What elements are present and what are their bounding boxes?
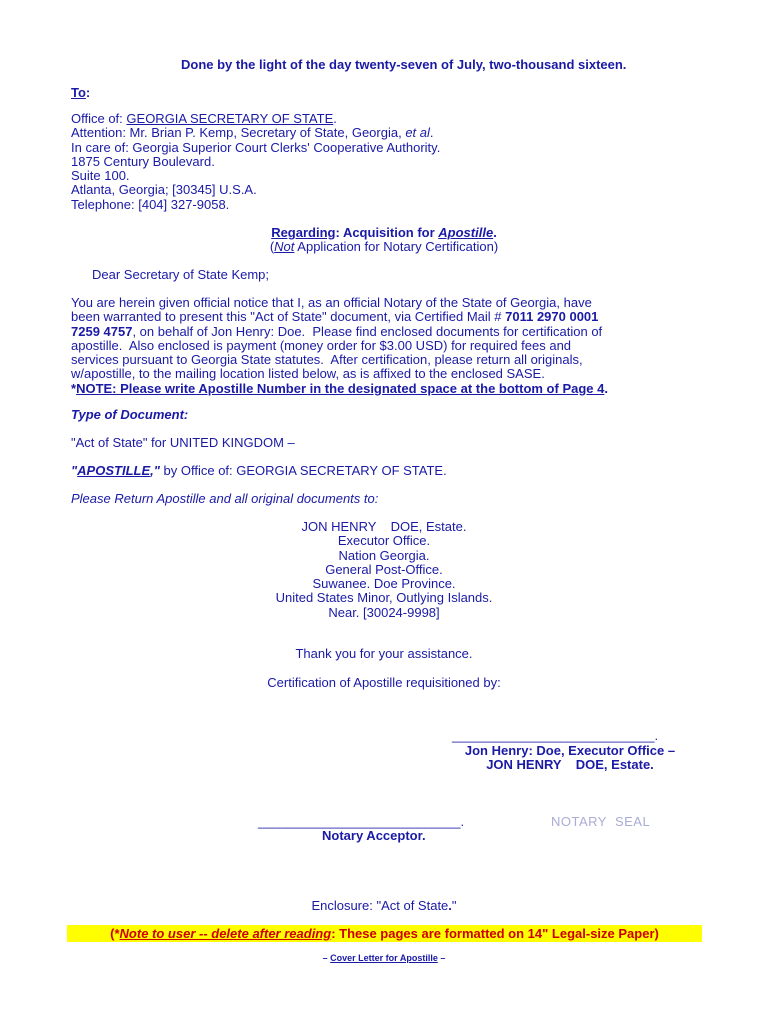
signature-line: ____________________________.: [452, 728, 659, 743]
apostille-line: [71, 463, 447, 478]
page-footer: [0, 953, 768, 963]
certified-mail-number-cont: 7259 4757: [71, 323, 133, 339]
note-star: *: [71, 380, 77, 396]
dateline: Done by the light of the day twenty-seven of July, two-thousand sixteen.: [181, 57, 627, 72]
body-line: [71, 325, 608, 339]
return-address: [0, 520, 768, 620]
requisition-line: Certification of Apostille requisitioned by:: [267, 675, 501, 690]
recipient-address: [71, 112, 440, 212]
body-line: w/apostille, to the mailing location listed below, as is affixed to the enclosed SASE.: [71, 366, 545, 382]
footer-dash: –: [322, 953, 331, 963]
care-of-line: In care of: Georgia Superior Court Clerks' Cooperative Authority.: [71, 139, 441, 155]
attention-prefix: Attention: Mr. Brian P. Kemp, Secretary of State, Georgia,: [71, 125, 406, 141]
regarding-middle: : Acquisition for: [335, 225, 439, 240]
notary-signature-line: ____________________________.: [258, 814, 465, 829]
apostille-word: APOSTILLE: [77, 463, 151, 478]
apostille-number-note: [71, 382, 608, 396]
regarding-label: Regarding: [271, 225, 336, 240]
user-note-open: (*: [110, 926, 120, 941]
office-name: GEORGIA SECRETARY OF STATE: [126, 111, 334, 126]
apostille-quote-close: ,": [150, 463, 160, 478]
body-line: services pursuant to Georgia State statutes. After certification, please return all originals,: [71, 352, 583, 368]
apostille-quote-open: ": [71, 463, 78, 478]
signatory-estate: JON HENRY DOE, Estate.: [486, 757, 654, 773]
office-suffix: .: [333, 111, 337, 126]
enclosure-quote: ": [451, 898, 457, 913]
not-paren: (: [269, 239, 275, 255]
enclosure-text: Enclosure: "Act of State: [311, 898, 449, 913]
body-line: apostille. Also enclosed is payment (money order for $3.00 USD) for required fees and: [71, 337, 572, 353]
attention-etal: et al: [405, 125, 430, 141]
regarding-apostille: Apostille: [438, 225, 494, 240]
note-end: .: [604, 380, 608, 396]
enclosure-line: [0, 898, 768, 913]
office-prefix: Office of:: [71, 111, 127, 126]
return-address-line: General Post-Office.: [325, 561, 443, 577]
footer-dash: –: [437, 953, 446, 963]
regarding-end: .: [493, 225, 497, 240]
enclosure-dot: .: [448, 898, 452, 913]
signature-block: [420, 744, 720, 773]
suite-line: Suite 100.: [71, 168, 130, 184]
regarding-line: [0, 226, 768, 240]
return-instruction: Please Return Apostille and all original documents to:: [71, 491, 379, 506]
doc-type-heading: Type of Document:: [71, 407, 189, 422]
certified-mail-number: 7011 2970 0001: [505, 309, 599, 325]
to-colon: :: [85, 85, 91, 100]
street-line: 1875 Century Boulevard.: [71, 153, 215, 169]
return-address-line: Nation Georgia.: [338, 547, 430, 563]
body-line: [71, 310, 608, 324]
not-rest: Application for Notary Certification): [294, 239, 499, 255]
city-line: Atlanta, Georgia; [30345] U.S.A.: [71, 182, 257, 198]
to-label: To: [71, 85, 86, 100]
footer-title: Cover Letter for Apostille: [330, 953, 438, 963]
attention-suffix: .: [429, 125, 434, 141]
notary-seal-placeholder: NOTARY SEAL: [551, 814, 651, 829]
body-text: been warranted to present this "Act of State" document, via Certified Mail #: [71, 309, 506, 325]
user-note-banner: [67, 925, 702, 942]
body-line: You are herein given official notice that I, as an official Notary of the State of Georgia, have: [71, 295, 592, 310]
body-paragraph: [71, 296, 608, 396]
return-address-line: JON HENRY DOE, Estate.: [301, 519, 467, 534]
apostille-rest: by Office of: GEORGIA SECRETARY OF STATE.: [159, 463, 447, 478]
telephone-line: Telephone: [404] 327-9058.: [71, 196, 230, 212]
return-address-line: United States Minor, Outlying Islands.: [275, 590, 493, 606]
return-address-line: Near. [30024-9998]: [328, 604, 440, 620]
thanks-line: Thank you for your assistance.: [295, 646, 473, 661]
return-address-line: Suwanee. Doe Province.: [312, 576, 456, 592]
user-note-rest: : These pages are formatted on 14" Legal-size Paper): [331, 926, 659, 941]
regarding-block: [0, 226, 768, 255]
body-text: , on behalf of Jon Henry: Doe. Please find enclosed documents for certification of: [132, 323, 603, 339]
act-of-state-line: "Act of State" for UNITED KINGDOM –: [71, 435, 295, 450]
not-application-line: [0, 240, 768, 254]
to-heading: [71, 85, 90, 100]
return-address-line: Executor Office.: [337, 533, 431, 549]
notary-acceptor-label: Notary Acceptor.: [322, 828, 426, 843]
user-note-lead: Note to user -- delete after reading: [119, 926, 332, 941]
salutation: Dear Secretary of State Kemp;: [92, 267, 270, 282]
signatory-name: Jon Henry: Doe, Executor Office –: [464, 743, 676, 758]
office-line: [71, 112, 440, 126]
attention-line: [71, 126, 440, 140]
note-text: NOTE: Please write Apostille Number in the designated space at the bottom of Page 4: [76, 380, 605, 396]
not-word: Not: [274, 239, 295, 255]
